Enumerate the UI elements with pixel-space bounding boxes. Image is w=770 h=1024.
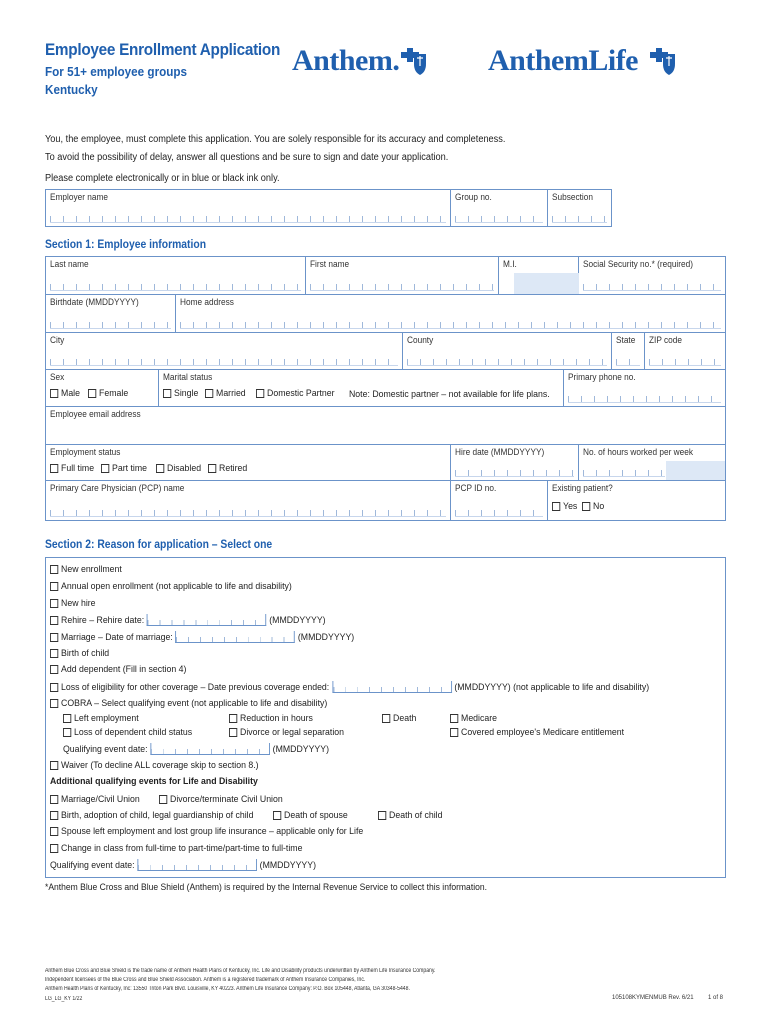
- full-time-label: Full time: [61, 463, 95, 474]
- loss-eligibility-label: Loss of eligibility for other coverage – Date previous coverage ended:: [61, 681, 330, 693]
- marriage-civil-option[interactable]: [50, 794, 140, 805]
- left-employment-checkbox[interactable]: [63, 714, 71, 723]
- divorce-separation-option[interactable]: [229, 727, 344, 738]
- cobra-checkbox[interactable]: [50, 699, 58, 708]
- life-qualifying-date-input[interactable]: [137, 859, 257, 871]
- primary-phone-field[interactable]: [564, 370, 725, 407]
- existing-yes-option[interactable]: [552, 501, 577, 512]
- disabled-option[interactable]: [156, 463, 201, 474]
- birth-label: Birth of child: [61, 648, 110, 659]
- reduction-hours-label: Reduction in hours: [240, 713, 313, 724]
- spouse-left-option[interactable]: [50, 826, 363, 837]
- loss-eligibility-note: (MMDDYYYY) (not applicable to life and disability): [454, 681, 650, 693]
- loss-dependent-option[interactable]: [63, 727, 192, 738]
- blue-cross-shield-icon-2: [648, 46, 678, 76]
- existing-patient-field: [548, 481, 725, 520]
- middle-initial-label: M.I.: [503, 259, 517, 269]
- cobra-qualifying-date-format: (MMDDYYYY): [272, 743, 330, 755]
- section-1-heading: Section 1: Employee information: [45, 239, 207, 251]
- change-class-option[interactable]: [50, 843, 302, 854]
- marriage-checkbox[interactable]: [50, 633, 58, 642]
- female-label: Female: [99, 388, 129, 399]
- life-qualifying-date: [50, 859, 316, 871]
- covered-medicare-option[interactable]: [450, 727, 624, 738]
- loss-dependent-checkbox[interactable]: [63, 728, 71, 737]
- death-child-checkbox[interactable]: [378, 811, 386, 820]
- divorce-civil-label: Divorce/terminate Civil Union: [170, 794, 283, 805]
- email-label: Employee email address: [50, 409, 141, 419]
- part-time-checkbox[interactable]: [101, 464, 109, 473]
- marriage-date-format: (MMDDYYYY): [297, 631, 355, 643]
- ssn-field[interactable]: [579, 257, 725, 295]
- county-field[interactable]: [403, 333, 612, 370]
- spouse-left-checkbox[interactable]: [50, 827, 58, 836]
- retired-option[interactable]: [208, 463, 247, 474]
- section-2-heading: Section 2: Reason for application – Select one: [45, 539, 273, 551]
- rehire-date-format: (MMDDYYYY): [269, 614, 326, 626]
- reason-for-application-box: [45, 557, 726, 878]
- subsection-label: Subsection: [552, 192, 593, 202]
- cobra-qualifying-date-label: Qualifying event date:: [63, 743, 148, 755]
- hire-date-label: Hire date (MMDDYYYY): [455, 447, 545, 457]
- existing-no-checkbox[interactable]: [582, 502, 590, 511]
- annual-open-label: Annual open enrollment (not applicable to life and disability): [61, 581, 292, 592]
- last-name-field[interactable]: [46, 257, 306, 295]
- death-spouse-checkbox[interactable]: [273, 811, 281, 820]
- domestic-partner-label: Domestic Partner: [267, 388, 335, 399]
- covered-medicare-label: Covered employee's Medicare entitlement: [461, 727, 624, 738]
- divorce-separation-checkbox[interactable]: [229, 728, 237, 737]
- medicare-label: Medicare: [461, 713, 497, 724]
- waiver-checkbox[interactable]: [50, 761, 58, 770]
- anthem-life-logo: [488, 44, 678, 78]
- married-option[interactable]: [205, 388, 246, 399]
- reduction-hours-checkbox[interactable]: [229, 714, 237, 723]
- part-time-option[interactable]: [101, 463, 147, 474]
- life-qualifying-date-format: (MMDDYYYY): [259, 859, 317, 871]
- employee-info-grid: [45, 256, 726, 521]
- death-spouse-option[interactable]: [273, 810, 348, 821]
- birth-option[interactable]: [50, 648, 109, 659]
- cobra-death-checkbox[interactable]: [382, 714, 390, 723]
- hours-per-week-label: No. of hours worked per week: [583, 447, 693, 457]
- full-time-checkbox[interactable]: [50, 464, 58, 473]
- city-field[interactable]: [46, 333, 403, 370]
- fine-print-line-2: Independent licensees of the Blue Cross and Blue Shield Association. Anthem is a registered trademark of Anthem Insurance Companies, Inc.: [45, 977, 366, 983]
- retired-label: Retired: [219, 463, 248, 474]
- annual-open-option[interactable]: [50, 581, 292, 592]
- state-field[interactable]: [612, 333, 645, 370]
- divorce-separation-label: Divorce or legal separation: [240, 727, 345, 738]
- annual-open-checkbox[interactable]: [50, 582, 58, 591]
- waiver-option[interactable]: [50, 760, 259, 771]
- page-subtitle-groups: For 51+ employee groups: [45, 64, 188, 79]
- new-enrollment-label: New enrollment: [61, 564, 122, 575]
- ssn-footnote: *Anthem Blue Cross and Blue Shield (Anthem) is required by the Internal Revenue Service to collect this information.: [45, 882, 487, 893]
- loss-eligibility-date-input[interactable]: [332, 681, 452, 693]
- loss-eligibility-checkbox[interactable]: [50, 683, 58, 692]
- cobra-qualifying-date: [63, 743, 329, 755]
- existing-patient-label: Existing patient?: [552, 483, 613, 493]
- new-enrollment-checkbox[interactable]: [50, 565, 58, 574]
- loss-dependent-label: Loss of dependent child status: [74, 727, 193, 738]
- city-label: City: [50, 335, 65, 345]
- rehire-date-input[interactable]: [147, 614, 267, 626]
- death-child-label: Death of child: [389, 810, 443, 821]
- male-label: Male: [61, 388, 80, 399]
- group-number-field[interactable]: [451, 190, 548, 226]
- domestic-partner-option[interactable]: [256, 388, 335, 399]
- marital-status-label: Marital status: [163, 372, 213, 382]
- new-hire-label: New hire: [61, 598, 96, 609]
- fine-print-line-4: LG_LG_KY 1/22: [45, 996, 83, 1002]
- add-dependent-label: Add dependent (Fill in section 4): [61, 664, 187, 675]
- rehire-option[interactable]: [50, 614, 326, 626]
- email-field[interactable]: [46, 407, 725, 445]
- female-option[interactable]: [88, 388, 128, 399]
- marriage-date-input[interactable]: [176, 631, 296, 643]
- marriage-civil-label: Marriage/Civil Union: [61, 794, 140, 805]
- page-number: 1 of 8: [708, 995, 724, 1001]
- cobra-death-label: Death: [393, 713, 417, 724]
- existing-no-option[interactable]: [582, 501, 604, 512]
- existing-no-label: No: [593, 501, 605, 512]
- rehire-checkbox[interactable]: [50, 616, 58, 625]
- subsection-field[interactable]: [548, 190, 611, 226]
- reduction-hours-option[interactable]: [229, 713, 313, 724]
- part-time-label: Part time: [112, 463, 148, 474]
- cobra-option[interactable]: [50, 698, 327, 709]
- anthem-logo-text: Anthem.: [292, 44, 400, 77]
- page-subtitle-state: Kentucky: [45, 82, 98, 97]
- single-option[interactable]: [163, 388, 198, 399]
- rehire-label: Rehire – Rehire date:: [61, 614, 145, 626]
- home-address-field[interactable]: [176, 295, 725, 333]
- pcp-id-field[interactable]: [451, 481, 548, 520]
- new-enrollment-option[interactable]: [50, 564, 122, 575]
- disabled-label: Disabled: [167, 463, 202, 474]
- employer-block: [45, 189, 612, 227]
- female-checkbox[interactable]: [88, 389, 96, 398]
- add-dependent-option[interactable]: [50, 664, 186, 675]
- birthdate-label: Birthdate (MMDDYYYY): [50, 297, 139, 307]
- employment-status-field: [46, 445, 451, 481]
- page-title: Employee Enrollment Application: [45, 40, 281, 59]
- existing-yes-label: Yes: [563, 501, 578, 512]
- waiver-label: Waiver (To decline ALL coverage skip to section 8.): [61, 760, 259, 771]
- disabled-checkbox[interactable]: [156, 464, 164, 473]
- change-class-label: Change in class from full-time to part-time/part-time to full-time: [61, 843, 303, 854]
- male-option[interactable]: [50, 388, 80, 399]
- medicare-checkbox[interactable]: [450, 714, 458, 723]
- employment-status-label: Employment status: [50, 447, 121, 457]
- left-employment-option[interactable]: [63, 713, 139, 724]
- existing-yes-checkbox[interactable]: [552, 502, 560, 511]
- state-label: State: [616, 335, 636, 345]
- new-hire-option[interactable]: [50, 598, 96, 609]
- death-child-option[interactable]: [378, 810, 442, 821]
- fine-print-line-3: Anthem Health Plans of Kentucky, Inc: 13550 Triton Park Blvd. Louisville, KY 40223. Anthem Life Insurance Company: P.O. Box 105448, Atlanta, GA 30348-5448.: [45, 986, 410, 992]
- birth-adoption-label: Birth, adoption of child, legal guardianship of child: [61, 810, 254, 821]
- birth-adoption-checkbox[interactable]: [50, 811, 58, 820]
- sex-label: Sex: [50, 372, 65, 382]
- county-label: County: [407, 335, 434, 345]
- change-class-checkbox[interactable]: [50, 844, 58, 853]
- marriage-option[interactable]: [50, 631, 354, 643]
- male-checkbox[interactable]: [50, 389, 58, 398]
- group-number-label: Group no.: [455, 192, 492, 202]
- covered-medicare-checkbox[interactable]: [450, 728, 458, 737]
- additional-events-heading: Additional qualifying events for Life and Disability: [50, 776, 258, 787]
- pcp-name-label: Primary Care Physician (PCP) name: [50, 483, 185, 493]
- anthem-life-logo-text: Anthem: [488, 44, 589, 77]
- cobra-death-option[interactable]: [382, 713, 416, 724]
- sex-field: [46, 370, 159, 407]
- marriage-label: Marriage – Date of marriage:: [61, 631, 173, 643]
- hire-date-field[interactable]: [451, 445, 579, 481]
- medicare-option[interactable]: [450, 713, 497, 724]
- intro-line-3: Please complete electronically or in blue or black ink only.: [45, 173, 280, 184]
- cobra-qualifying-date-input[interactable]: [150, 743, 270, 755]
- form-number: 105108KYMENMUB Rev. 6/21: [612, 995, 694, 1001]
- spouse-left-label: Spouse left employment and lost group life insurance – applicable only for Life: [61, 826, 364, 837]
- full-time-option[interactable]: [50, 463, 94, 474]
- intro-line-1: You, the employee, must complete this application. You are solely responsible for its accuracy and completeness.: [45, 134, 506, 145]
- hours-shade: [666, 461, 725, 481]
- blue-cross-shield-icon: [399, 46, 429, 76]
- first-name-label: First name: [310, 259, 350, 269]
- loss-eligibility-option[interactable]: [50, 681, 649, 693]
- first-name-field[interactable]: [306, 257, 499, 295]
- zip-label: ZIP code: [649, 335, 682, 345]
- home-address-label: Home address: [180, 297, 234, 307]
- new-hire-checkbox[interactable]: [50, 599, 58, 608]
- single-label: Single: [174, 388, 199, 399]
- zip-field[interactable]: [645, 333, 725, 370]
- middle-initial-shade: [514, 273, 579, 295]
- add-dependent-checkbox[interactable]: [50, 665, 58, 674]
- marital-status-field: [159, 370, 564, 407]
- domestic-partner-note: Note: Domestic partner – not available for life plans.: [349, 389, 550, 400]
- married-checkbox[interactable]: [205, 389, 213, 398]
- anthem-logo: [292, 44, 429, 78]
- primary-phone-label: Primary phone no.: [568, 372, 636, 382]
- ssn-label: Social Security no.* (required): [583, 259, 693, 269]
- retired-checkbox[interactable]: [208, 464, 216, 473]
- birthdate-field[interactable]: [46, 295, 176, 333]
- intro-line-2: To avoid the possibility of delay, answer all questions and be sure to sign and date your application.: [45, 152, 449, 163]
- employer-name-label: Employer name: [50, 192, 108, 202]
- employer-name-field[interactable]: [46, 190, 451, 226]
- single-checkbox[interactable]: [163, 389, 171, 398]
- domestic-partner-checkbox[interactable]: [256, 389, 264, 398]
- anthem-life-logo-suffix: Life: [588, 44, 638, 77]
- fine-print-line-1: Anthem Blue Cross and Blue Shield is the trade name of Anthem Health Plans of Kentucky, Inc. Life and Disability products underwritten by Anthem Life Insurance Company.: [45, 968, 436, 974]
- cobra-label: COBRA – Select qualifying event (not applicable to life and disability): [61, 698, 328, 709]
- divorce-civil-option[interactable]: [159, 794, 283, 805]
- death-spouse-label: Death of spouse: [284, 810, 348, 821]
- life-qualifying-date-label: Qualifying event date:: [50, 859, 135, 871]
- left-employment-label: Left employment: [74, 713, 139, 724]
- marriage-civil-checkbox[interactable]: [50, 795, 58, 804]
- birth-checkbox[interactable]: [50, 649, 58, 658]
- last-name-label: Last name: [50, 259, 89, 269]
- birth-adoption-option[interactable]: [50, 810, 253, 821]
- divorce-civil-checkbox[interactable]: [159, 795, 167, 804]
- married-label: Married: [216, 388, 246, 399]
- pcp-name-field[interactable]: [46, 481, 451, 520]
- pcp-id-label: PCP ID no.: [455, 483, 497, 493]
